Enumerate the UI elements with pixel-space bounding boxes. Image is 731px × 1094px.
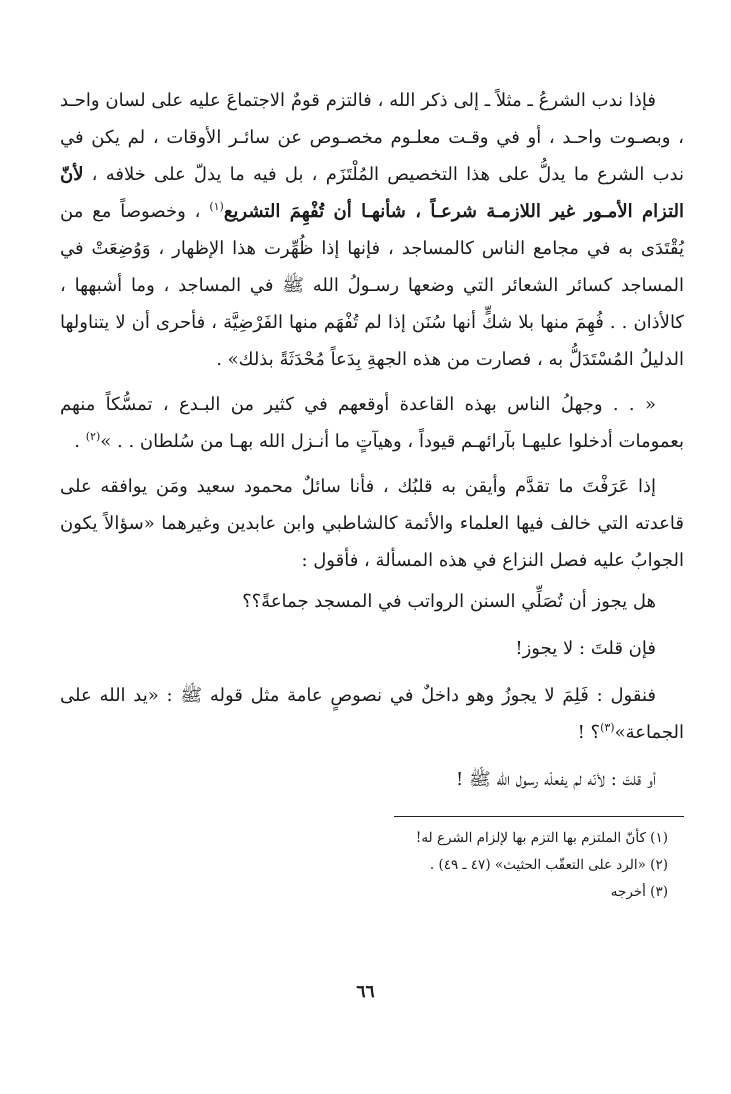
- paragraph-3: [60, 468, 684, 579]
- paragraph-3-text: إذا عَرَفْتَ ما تقدَّم وأيقن به قلبُك ، فأنا سائلٌ محمود سعيد ومَن يوافقه على قاعدته التي خالف فيها العلماء والأئمة كالشاطبي وابن عابدين وغيرهما «سؤالاً يكون الجوابُ عليه فصل النزاع في هذه المسألة ، فأقول :: [60, 476, 684, 571]
- paragraph-4-text: فنقول : فَلِمَ لا يجوزُ وهو داخلٌ في نصوصٍ عامة مثل قوله ﷺ : «يد الله على الجماعة»: [60, 685, 684, 743]
- paragraph-1-text: فإذا ندب الشرعُ ـ مثلاً ـ إلى ذكر الله ، فالتزم قومٌ الاجتماعَ عليه على لسان واحـد ، وبصـوت واحـد ، أو في وقـت معلـوم مخصـوص عن سائـر الأوقات ، لم يكن في ندب الشرع ما يدلُّ على هذا التخصيص المُلْتَزَم ، بل فيه ما يدلّ على خلافه ،: [60, 90, 684, 185]
- question-line-1: هل يجوز أن تُصَلِّي السنن الرواتب في المسجد جماعةً؟؟: [242, 591, 656, 612]
- footnote-ref-3: (٣): [600, 721, 615, 734]
- footnote-ref-1: (١): [209, 200, 224, 213]
- footnote-divider: [394, 816, 684, 817]
- question-line-2: فإن قلتَ : لا يجوز!: [515, 638, 656, 659]
- footnote-2: (٢) «الرد على التعقّب الحثيث» (٤٧ ـ ٤٩) .: [429, 857, 668, 873]
- page-content: [60, 82, 684, 906]
- footnotes: [60, 825, 684, 906]
- footnote-1: (١) كأنّ الملتزم بها التزم بها لإلزام الشرع له!: [415, 830, 668, 846]
- paragraph-2-text: « . . وجهلُ الناس بهذه القاعدة أوقعهم في كثير من البـدع ، تمسُّكاً منهم بعمومات أدخلوا عليهـا بآرائهـم قيوداً ، وهيآتٍ ما أنـزل الله بهـا من سُلطان . . »: [60, 394, 684, 452]
- paragraph-2-end: .: [74, 431, 86, 452]
- paragraph-4-end: ؟ !: [577, 722, 601, 743]
- paragraph-2: [60, 386, 684, 460]
- footnote-ref-2: (٢): [85, 430, 101, 443]
- paragraph-1: [60, 82, 684, 378]
- page-number: ٦٦: [356, 982, 375, 1002]
- paragraph-1-continued-text: ، وخصوصاً مع من يُقْتَدَى به في مجامع الناس كالمساجد ، فإنها إذا ظُهِّرت هذا الإظهار ، وَوُضِعَتْ في المساجد كسائر الشعائر التي وضعها رسـولُ الله ﷺ في المساجد ، وما أشبهها ، كالأذان . . فُهِمَ منها بلا شكٍّ أنها سُنَن إذا لم تُفْهَم منها الفَرْضِيَّة ، فأحرى أن لا يتناولها الدليلُ المُسْتَدَلُّ به ، فصارت من هذه الجهةِ بِدَعاً مُحْدَثَةً بذلك» .: [60, 201, 684, 370]
- question-line-3: أو قلتَ : لأنّه لم يفعلْه رسول الله ﷺ !: [456, 769, 656, 790]
- paragraph-4: [60, 677, 684, 751]
- paragraph-1-bold-text: لأنّ التزام الأمـور غير اللازمـة شرعـاً ، شأنهـا أن تُفْهِمَ التشريع: [60, 164, 684, 222]
- footnote-3: (٣) أخرجه: [610, 884, 668, 900]
